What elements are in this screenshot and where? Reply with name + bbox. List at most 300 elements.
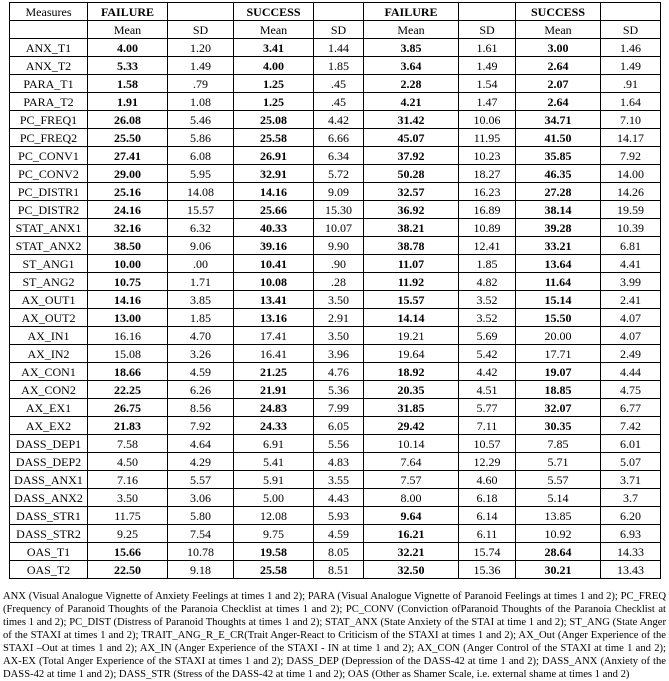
mean-value: 34.71	[516, 111, 601, 129]
table-row	[10, 417, 661, 435]
sub-header-row	[10, 21, 661, 39]
sd-value: 14.33	[601, 543, 661, 561]
sd-value: 3.06	[168, 489, 234, 507]
sd-value: 4.76	[314, 363, 364, 381]
mean-value: 9.64	[364, 507, 459, 525]
sd-value: 4.51	[459, 381, 516, 399]
sd-value: 1.85	[314, 57, 364, 75]
mean-value: 1.25	[234, 93, 314, 111]
sd-value: 8.51	[314, 561, 364, 579]
mean-value: 20.35	[364, 381, 459, 399]
sd-value: 11.95	[459, 129, 516, 147]
mean-value: 9.75	[234, 525, 314, 543]
success1-group-header: SUCCESS	[234, 3, 314, 21]
mean-value: 2.07	[516, 75, 601, 93]
mean-value: 32.57	[364, 183, 459, 201]
mean-value: 27.28	[516, 183, 601, 201]
mean-value: 45.07	[364, 129, 459, 147]
table-row	[10, 543, 661, 561]
sd-value: 10.23	[459, 147, 516, 165]
measure-label: PC_DISTR2	[10, 201, 88, 219]
sd-value: 6.26	[168, 381, 234, 399]
mean-value: 2.64	[516, 57, 601, 75]
table-row	[10, 525, 661, 543]
mean-value: 14.14	[364, 309, 459, 327]
empty-group-header	[168, 3, 234, 21]
table-row	[10, 309, 661, 327]
mean-value: 11.07	[364, 255, 459, 273]
sd-value: 1.49	[168, 57, 234, 75]
mean-value: 31.85	[364, 399, 459, 417]
mean-value: 16.16	[88, 327, 168, 345]
mean-value: 19.07	[516, 363, 601, 381]
mean-value: 25.08	[234, 111, 314, 129]
sd-value: 6.34	[314, 147, 364, 165]
table-row	[10, 237, 661, 255]
mean-value: 3.41	[234, 39, 314, 57]
mean-value: 5.91	[234, 471, 314, 489]
measure-label: PC_FREQ1	[10, 111, 88, 129]
sd-value: 13.43	[601, 561, 661, 579]
mean-value: 15.08	[88, 345, 168, 363]
sd-value: 1.49	[601, 57, 661, 75]
mean-value: 8.00	[364, 489, 459, 507]
sd-value: 5.56	[314, 435, 364, 453]
sd-value: 15.36	[459, 561, 516, 579]
mean-value: 39.16	[234, 237, 314, 255]
sd-value: 4.82	[459, 273, 516, 291]
table-row	[10, 507, 661, 525]
sd-value: 5.42	[459, 345, 516, 363]
mean-value: 3.64	[364, 57, 459, 75]
mean-value: 5.41	[234, 453, 314, 471]
mean-value: 26.75	[88, 399, 168, 417]
mean-value: 4.21	[364, 93, 459, 111]
mean-value: 14.16	[234, 183, 314, 201]
failure2-group-header: FAILURE	[364, 3, 459, 21]
table-row	[10, 453, 661, 471]
sd-value: 18.27	[459, 165, 516, 183]
mean-value: 26.08	[88, 111, 168, 129]
mean-value: 12.08	[234, 507, 314, 525]
mean-value: 16.21	[364, 525, 459, 543]
sd-value: 15.30	[314, 201, 364, 219]
mean-value: 11.75	[88, 507, 168, 525]
mean-value: 1.58	[88, 75, 168, 93]
measure-label: DASS_ANX2	[10, 489, 88, 507]
sd-value: 6.01	[601, 435, 661, 453]
mean-value: 35.85	[516, 147, 601, 165]
mean-value: 4.50	[88, 453, 168, 471]
sd-value: 15.57	[168, 201, 234, 219]
sd-value: 8.05	[314, 543, 364, 561]
mean-value: 24.33	[234, 417, 314, 435]
sd-value: 4.70	[168, 327, 234, 345]
table-row	[10, 201, 661, 219]
table-row	[10, 129, 661, 147]
mean-value: 14.16	[88, 291, 168, 309]
sd-value: 19.59	[601, 201, 661, 219]
measure-label: DASS_STR1	[10, 507, 88, 525]
mean-value: 50.28	[364, 165, 459, 183]
sd-value: 1.20	[168, 39, 234, 57]
mean-value: 38.78	[364, 237, 459, 255]
success2-group-header: SUCCESS	[516, 3, 601, 21]
mean-value: 19.64	[364, 345, 459, 363]
sd-value: 3.99	[601, 273, 661, 291]
mean-value: 1.25	[234, 75, 314, 93]
mean-value: 28.64	[516, 543, 601, 561]
sd-value: 10.06	[459, 111, 516, 129]
mean-value: 2.64	[516, 93, 601, 111]
mean-value: 26.91	[234, 147, 314, 165]
sd-value: 1.64	[601, 93, 661, 111]
sd-value: .28	[314, 273, 364, 291]
table-body	[10, 39, 661, 579]
mean-value: 1.91	[88, 93, 168, 111]
mean-value: 30.35	[516, 417, 601, 435]
mean-value: 3.50	[88, 489, 168, 507]
table-row	[10, 489, 661, 507]
table-row	[10, 345, 661, 363]
mean-value: 31.42	[364, 111, 459, 129]
sd-value: 5.69	[459, 327, 516, 345]
table-row	[10, 147, 661, 165]
mean-value: 25.58	[234, 561, 314, 579]
mean-value: 5.71	[516, 453, 601, 471]
mean-value: 37.92	[364, 147, 459, 165]
sd-value: 5.36	[314, 381, 364, 399]
sd-value: 3.85	[168, 291, 234, 309]
mean-value: 13.41	[234, 291, 314, 309]
measure-label: OAS_T2	[10, 561, 88, 579]
table-row	[10, 327, 661, 345]
sd-value: 4.43	[314, 489, 364, 507]
mean-value: 22.25	[88, 381, 168, 399]
measure-label: PC_DISTR1	[10, 183, 88, 201]
mean-value: 46.35	[516, 165, 601, 183]
sd-value: 5.46	[168, 111, 234, 129]
sd-value: 3.50	[314, 291, 364, 309]
sd-value: 6.18	[459, 489, 516, 507]
sd-value: .45	[314, 75, 364, 93]
mean-value: 24.16	[88, 201, 168, 219]
sd-value: 3.7	[601, 489, 661, 507]
measure-label: PC_CONV2	[10, 165, 88, 183]
mean-value: 25.16	[88, 183, 168, 201]
sd-value: 10.07	[314, 219, 364, 237]
sd-value: 6.81	[601, 237, 661, 255]
mean-value: 25.50	[88, 129, 168, 147]
sd-value: 14.08	[168, 183, 234, 201]
sd-value: 7.11	[459, 417, 516, 435]
mean-value: 7.58	[88, 435, 168, 453]
mean-value: 21.83	[88, 417, 168, 435]
sd-value: 3.96	[314, 345, 364, 363]
sd-value: 5.95	[168, 165, 234, 183]
mean-value: 32.91	[234, 165, 314, 183]
sd-value: 6.93	[601, 525, 661, 543]
mean-value: 15.66	[88, 543, 168, 561]
measure-label: AX_CON1	[10, 363, 88, 381]
sd-value: 6.11	[459, 525, 516, 543]
mean-value: 17.71	[516, 345, 601, 363]
sd-value: 6.66	[314, 129, 364, 147]
sd-value: 5.07	[601, 453, 661, 471]
sd-value: 6.05	[314, 417, 364, 435]
mean-value: 7.16	[88, 471, 168, 489]
measure-label: AX_IN2	[10, 345, 88, 363]
mean-value: 25.66	[234, 201, 314, 219]
sd-value: 12.29	[459, 453, 516, 471]
mean-subheader: Mean	[234, 21, 314, 39]
mean-value: 20.00	[516, 327, 601, 345]
sd-value: 9.09	[314, 183, 364, 201]
sd-value: 4.75	[601, 381, 661, 399]
sd-value: .91	[601, 75, 661, 93]
sd-value: 10.89	[459, 219, 516, 237]
mean-subheader: Mean	[516, 21, 601, 39]
sd-value: 14.00	[601, 165, 661, 183]
mean-value: 5.57	[516, 471, 601, 489]
measure-label: ANX_T2	[10, 57, 88, 75]
mean-value: 32.50	[364, 561, 459, 579]
sd-value: 14.17	[601, 129, 661, 147]
mean-value: 4.00	[234, 57, 314, 75]
measure-label: OAS_T1	[10, 543, 88, 561]
mean-value: 13.64	[516, 255, 601, 273]
measure-label: AX_OUT1	[10, 291, 88, 309]
mean-value: 36.92	[364, 201, 459, 219]
mean-value: 3.85	[364, 39, 459, 57]
sd-subheader: SD	[168, 21, 234, 39]
sd-value: 2.49	[601, 345, 661, 363]
table-row	[10, 381, 661, 399]
sd-value: 5.57	[168, 471, 234, 489]
mean-value: 29.42	[364, 417, 459, 435]
empty-group-header	[601, 3, 661, 21]
sd-subheader: SD	[601, 21, 661, 39]
measure-label: PARA_T2	[10, 93, 88, 111]
table-row	[10, 255, 661, 273]
mean-value: 41.50	[516, 129, 601, 147]
sd-value: 7.92	[601, 147, 661, 165]
measure-label: ANX_T1	[10, 39, 88, 57]
sd-value: 6.20	[601, 507, 661, 525]
descriptives-table	[9, 2, 661, 579]
sd-value: .79	[168, 75, 234, 93]
mean-value: 5.14	[516, 489, 601, 507]
sd-value: .45	[314, 93, 364, 111]
sd-value: 5.77	[459, 399, 516, 417]
sd-value: 9.90	[314, 237, 364, 255]
sd-value: 4.59	[314, 525, 364, 543]
mean-value: 10.14	[364, 435, 459, 453]
table-row	[10, 219, 661, 237]
empty-group-header	[314, 3, 364, 21]
measure-label: PC_FREQ2	[10, 129, 88, 147]
sd-value: 10.78	[168, 543, 234, 561]
mean-value: 19.21	[364, 327, 459, 345]
mean-value: 5.33	[88, 57, 168, 75]
mean-value: 3.00	[516, 39, 601, 57]
mean-value: 15.14	[516, 291, 601, 309]
table-row	[10, 165, 661, 183]
mean-subheader: Mean	[88, 21, 168, 39]
table-row	[10, 561, 661, 579]
mean-value: 15.50	[516, 309, 601, 327]
sd-value: 9.18	[168, 561, 234, 579]
sd-value: 7.10	[601, 111, 661, 129]
sd-value: 5.72	[314, 165, 364, 183]
measure-label: AX_IN1	[10, 327, 88, 345]
mean-value: 7.85	[516, 435, 601, 453]
sd-value: 2.91	[314, 309, 364, 327]
sd-value: 10.57	[459, 435, 516, 453]
mean-value: 32.21	[364, 543, 459, 561]
measure-label: PARA_T1	[10, 75, 88, 93]
mean-value: 10.75	[88, 273, 168, 291]
measure-label: DASS_DEP1	[10, 435, 88, 453]
mean-value: 38.50	[88, 237, 168, 255]
measure-label: AX_CON2	[10, 381, 88, 399]
mean-value: 32.16	[88, 219, 168, 237]
table-row	[10, 183, 661, 201]
group-header-row	[10, 3, 661, 21]
mean-value: 39.28	[516, 219, 601, 237]
mean-value: 10.00	[88, 255, 168, 273]
mean-value: 10.41	[234, 255, 314, 273]
table-row	[10, 111, 661, 129]
measure-label: PC_CONV1	[10, 147, 88, 165]
failure1-group-header: FAILURE	[88, 3, 168, 21]
table-row	[10, 93, 661, 111]
measure-label: DASS_ANX1	[10, 471, 88, 489]
mean-value: 32.07	[516, 399, 601, 417]
sd-value: 4.60	[459, 471, 516, 489]
sd-value: 1.54	[459, 75, 516, 93]
sd-value: 4.42	[459, 363, 516, 381]
mean-subheader: Mean	[364, 21, 459, 39]
mean-value: 5.00	[234, 489, 314, 507]
mean-value: 18.92	[364, 363, 459, 381]
sd-value: 5.86	[168, 129, 234, 147]
sd-value: 12.41	[459, 237, 516, 255]
sd-value: 7.92	[168, 417, 234, 435]
sd-value: .90	[314, 255, 364, 273]
mean-value: 2.28	[364, 75, 459, 93]
mean-value: 19.58	[234, 543, 314, 561]
measure-label: AX_EX2	[10, 417, 88, 435]
measure-label: ST_ANG2	[10, 273, 88, 291]
sd-subheader: SD	[314, 21, 364, 39]
mean-value: 18.66	[88, 363, 168, 381]
measure-label: DASS_DEP2	[10, 453, 88, 471]
mean-value: 40.33	[234, 219, 314, 237]
mean-value: 10.92	[516, 525, 601, 543]
sd-value: 1.85	[459, 255, 516, 273]
mean-value: 22.50	[88, 561, 168, 579]
mean-value: 33.21	[516, 237, 601, 255]
mean-value: 24.83	[234, 399, 314, 417]
table-row	[10, 471, 661, 489]
sd-value: 1.49	[459, 57, 516, 75]
mean-value: 25.58	[234, 129, 314, 147]
mean-value: 9.25	[88, 525, 168, 543]
mean-value: 16.41	[234, 345, 314, 363]
sd-value: 1.71	[168, 273, 234, 291]
mean-value: 4.00	[88, 39, 168, 57]
sd-value: 4.42	[314, 111, 364, 129]
sd-value: 9.06	[168, 237, 234, 255]
measure-label: DASS_STR2	[10, 525, 88, 543]
table-row	[10, 399, 661, 417]
mean-value: 13.85	[516, 507, 601, 525]
measure-label: STAT_ANX1	[10, 219, 88, 237]
mean-value: 17.41	[234, 327, 314, 345]
mean-value: 30.21	[516, 561, 601, 579]
sd-value: 5.93	[314, 507, 364, 525]
mean-value: 15.57	[364, 291, 459, 309]
mean-value: 10.08	[234, 273, 314, 291]
sd-value: 15.74	[459, 543, 516, 561]
sd-value: 7.99	[314, 399, 364, 417]
sd-value: 7.42	[601, 417, 661, 435]
sd-value: 4.83	[314, 453, 364, 471]
mean-value: 11.92	[364, 273, 459, 291]
sd-value: 6.08	[168, 147, 234, 165]
table-row	[10, 57, 661, 75]
sd-value: 4.64	[168, 435, 234, 453]
sd-value: 8.56	[168, 399, 234, 417]
footnote: ANX (Visual Analogue Vignette of Anxiety Feelings at times 1 and 2); PARA (Visual Analogue Vignette of Paranoid Feelings at times 1 and 2); PC_FREQ (Frequency of Paranoid Thoughts of the Paranoia Checklist at times 1 and 2); PC_CONV (Conviction ofParanoid Thoughts of the Paranoia Checklist at times 1 and 2); PC_DIST (Distress of Paranoid Thoughts at times 1 and 2); STAT_ANX (State Anxiety of the STAI at time 1 and 2); ST_ANG (State Anger of the STAXI at times 1 and 2); TRAIT_ANG_R_E_CR(Trait Anger-React to Criticism of the STAXI at times 1 and 2); AX_Out (Anger Experience of the STAXI –Out at times 1 and 2); AX_IN (Anger Experience of the STAXI - IN at time 1 and 2); AX_CON (Anger Control of the STAXI at time 1 and 2); AX-EX (Total Anger Experience of the STAXI at times 1 and 2); DASS_DEP (Depression of the DASS-42 at time 1 and 2); DASS_ANX (Anxiety of the DASS-42 at time 1 and 2); DASS_STR (Stress of the DASS-42 at time 1 and 2); OAS (Other as Shamer Scale, i.e. external shame at times 1 and 2)	[3, 591, 666, 680]
sd-value: 1.44	[314, 39, 364, 57]
mean-value: 6.91	[234, 435, 314, 453]
table-row	[10, 75, 661, 93]
mean-value: 13.00	[88, 309, 168, 327]
mean-value: 21.91	[234, 381, 314, 399]
sd-value: 4.07	[601, 327, 661, 345]
table-row	[10, 273, 661, 291]
table-row	[10, 39, 661, 57]
mean-value: 38.14	[516, 201, 601, 219]
measure-label: STAT_ANX2	[10, 237, 88, 255]
mean-value: 18.85	[516, 381, 601, 399]
sd-value: 1.47	[459, 93, 516, 111]
sd-value: 4.59	[168, 363, 234, 381]
sd-value: 3.50	[314, 327, 364, 345]
sd-value: 6.77	[601, 399, 661, 417]
measure-label: AX_OUT2	[10, 309, 88, 327]
sd-value: 14.26	[601, 183, 661, 201]
table-row	[10, 363, 661, 381]
sd-value: .00	[168, 255, 234, 273]
mean-value: 13.16	[234, 309, 314, 327]
mean-value: 7.64	[364, 453, 459, 471]
empty-subheader	[10, 21, 88, 39]
sd-value: 1.46	[601, 39, 661, 57]
sd-value: 2.41	[601, 291, 661, 309]
sd-value: 1.61	[459, 39, 516, 57]
sd-value: 1.85	[168, 309, 234, 327]
sd-value: 3.55	[314, 471, 364, 489]
mean-value: 21.25	[234, 363, 314, 381]
sd-subheader: SD	[459, 21, 516, 39]
mean-value: 38.21	[364, 219, 459, 237]
table-row	[10, 291, 661, 309]
sd-value: 10.39	[601, 219, 661, 237]
measure-label: AX_EX1	[10, 399, 88, 417]
